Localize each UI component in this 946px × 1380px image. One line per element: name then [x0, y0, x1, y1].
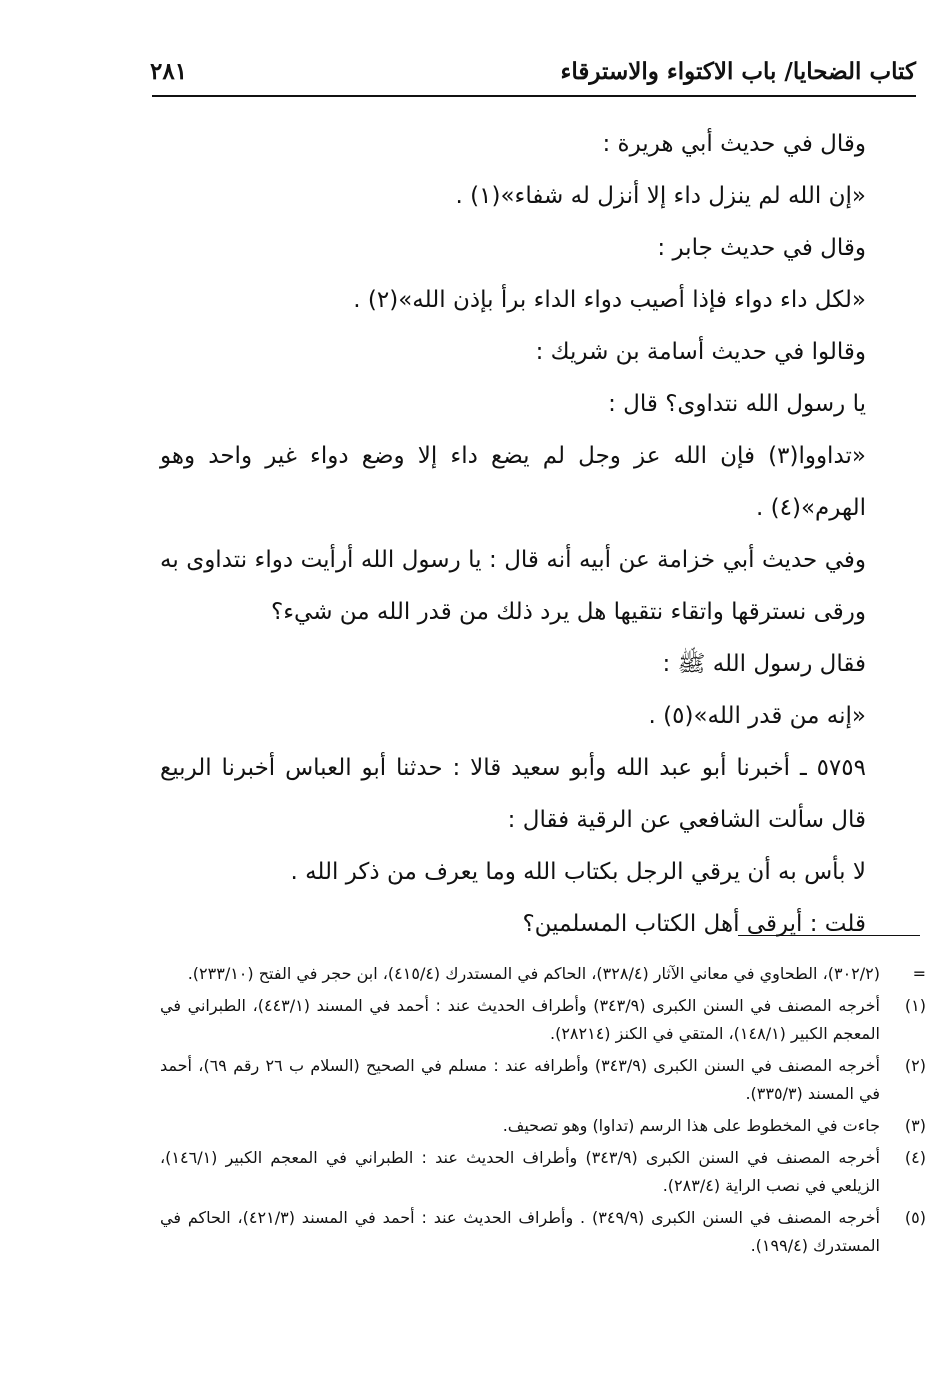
paragraph: لا بأس به أن يرقي الرجل بكتاب الله وما يعرف من ذكر الله .: [290, 859, 866, 885]
footnote: [160, 1144, 926, 1200]
narration-5759: ٥٧٥٩ ـ أخبرنا أبو عبد الله وأبو سعيد قالا : حدثنا أبو العباس أخبرنا الربيع قال سألت الشافعي عن الرقية فقال :: [160, 755, 866, 833]
footnote-number: (٣): [904, 1116, 926, 1135]
footnote: [160, 992, 926, 1048]
page-number: ٢٨١: [150, 58, 188, 85]
footnotes: [160, 960, 926, 1264]
main-text: [160, 118, 866, 950]
footnote-number: (٥): [904, 1208, 926, 1227]
footnote-number: (٢): [904, 1056, 926, 1075]
footnote-number: =: [912, 964, 926, 983]
paragraph: وقال في حديث جابر :: [657, 235, 866, 261]
footnote-number: (٤): [904, 1148, 926, 1167]
footnote-separator: [738, 935, 920, 936]
hadith-quote: «إن الله لم ينزل داء إلا أنزل له شفاء»(١) .: [455, 183, 866, 209]
paragraph: يا رسول الله نتداوى؟ قال :: [608, 391, 866, 417]
footnote-text: أخرجه المصنف في السنن الكبرى (٣٤٣/٩) وأطراف الحديث عند : الطبراني في المعجم الكبير (١٤٦/١)، الزيلعي في نصب الراية (٢٨٣/٤).: [160, 1148, 881, 1195]
paragraph: وقالوا في حديث أسامة بن شريك :: [535, 339, 866, 365]
footnote-text: جاءت في المخطوط على هذا الرسم (تداوا) وهو تصحيف.: [502, 1116, 880, 1135]
paragraph: وقال في حديث أبي هريرة :: [602, 131, 866, 157]
paragraph: فقال رسول الله ﷺ :: [662, 651, 866, 677]
footnote-text: أخرجه المصنف في السنن الكبرى (٣٤٣/٩) وأطراف الحديث عند : أحمد في المسند (٤٤٣/١)، الطبراني في المعجم الكبير (١٤٨/١)، المتقي في الكنز (٢٨٢١٤).: [160, 996, 880, 1043]
footnote: [160, 1112, 926, 1140]
hadith-quote: «تداووا(٣) فإن الله عز وجل لم يضع داء إلا وضع دواء غير واحد وهو الهرم»(٤) .: [160, 443, 866, 521]
footnote-number: (١): [904, 996, 926, 1015]
footnote: [160, 1052, 926, 1108]
running-header: [150, 58, 916, 98]
footnote: [160, 960, 926, 988]
footnote-text: أخرجه المصنف في السنن الكبرى (٣٤٩/٩) . وأطراف الحديث عند : أحمد في المسند (٤٢١/٣)، الحاكم في المستدرك (١٩٩/٤).: [160, 1208, 881, 1255]
header-title: كتاب الضحايا/ باب الاكتواء والاسترقاء: [560, 58, 916, 85]
hadith-quote: «لكل داء دواء فإذا أصيب دواء الداء برأ بإذن الله»(٢) .: [353, 287, 866, 313]
paragraph: وفي حديث أبي خزامة عن أبيه أنه قال : يا رسول الله أرأيت دواء نتداوى به ورقى نسترقها واتقاء نتقيها هل يرد ذلك من قدر الله من شيء؟: [160, 547, 866, 625]
footnote: [160, 1204, 926, 1260]
hadith-quote: «إنه من قدر الله»(٥) .: [648, 703, 866, 729]
header-rule: [152, 95, 916, 97]
footnote-text: (٣٠٢/٢)، الطحاوي في معاني الآثار (٣٢٨/٤)، الحاكم في المستدرك (٤١٥/٤)، ابن حجر في الفتح (٢٣٣/١٠).: [187, 964, 880, 983]
footnote-text: أخرجه المصنف في السنن الكبرى (٣٤٣/٩) وأطرافه عند : مسلم في الصحيح (السلام ب ٢٦ رقم ٦٩)، أحمد في المسند (٣٣٥/٣).: [160, 1056, 880, 1103]
paragraph: قلت : أيرقى أهل الكتاب المسلمين؟: [522, 911, 866, 937]
